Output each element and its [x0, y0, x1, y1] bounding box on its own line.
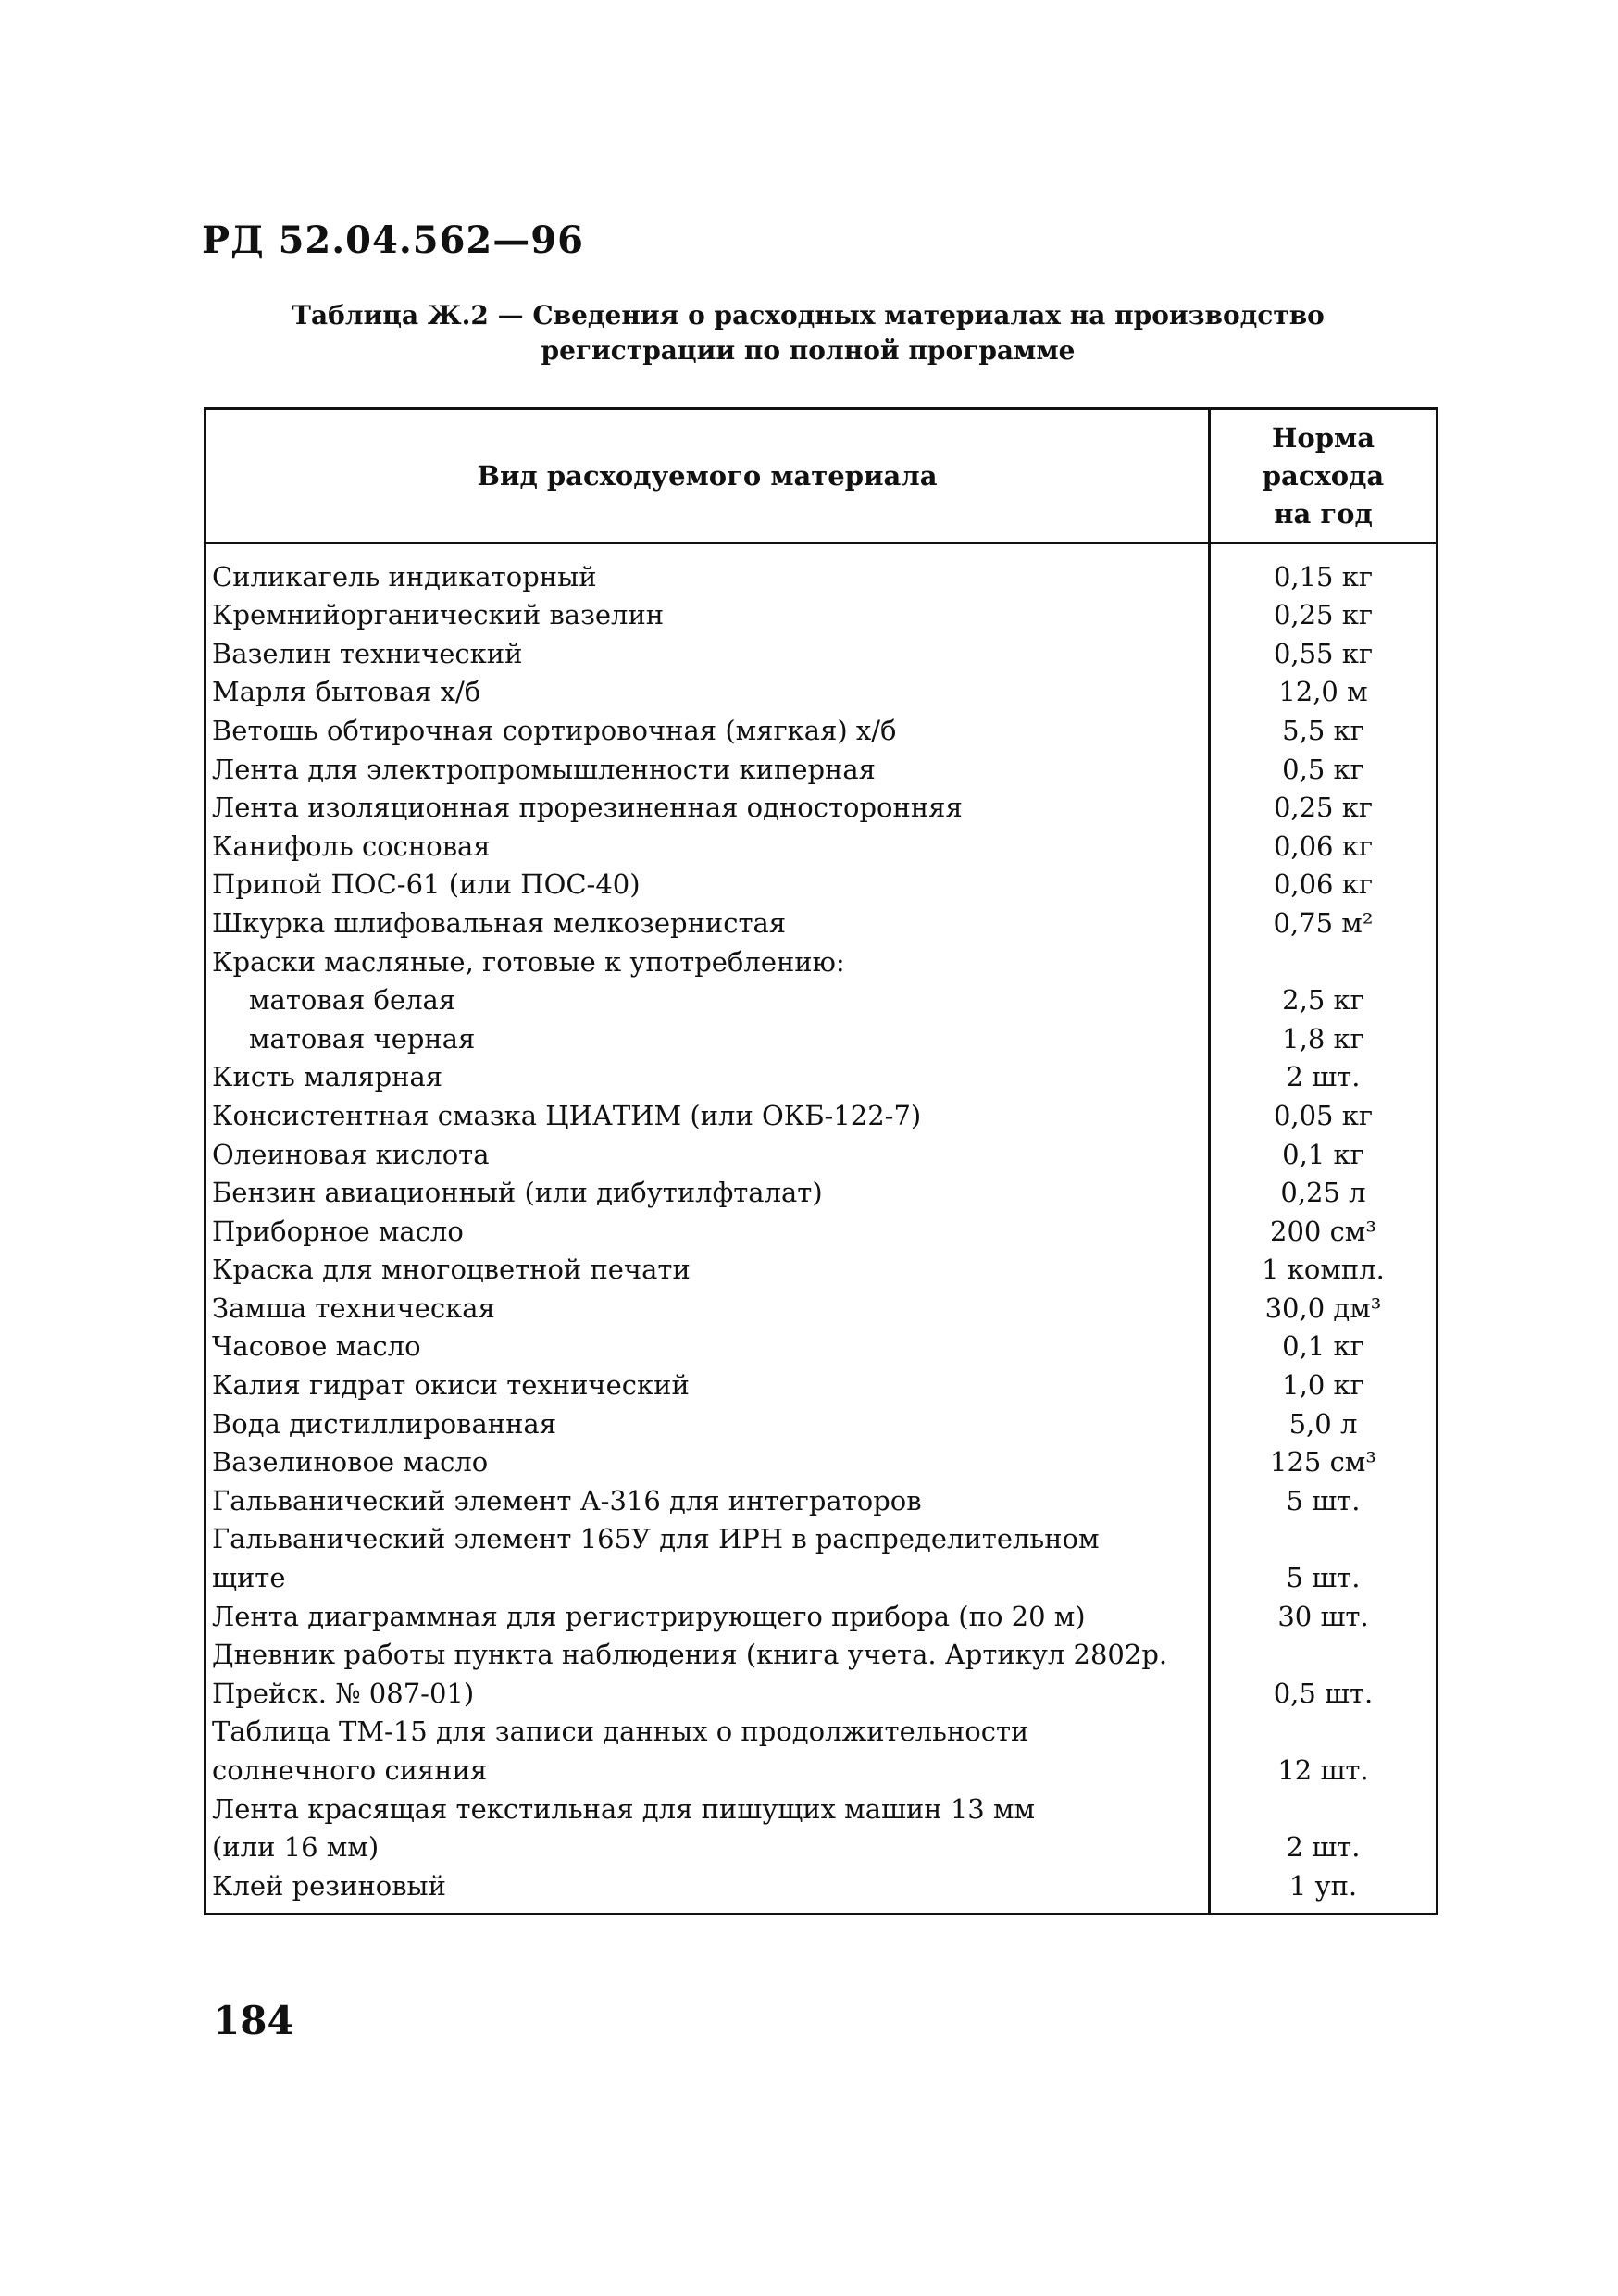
material-name: Канифоль сосновая [205, 827, 1210, 866]
table-row [205, 1790, 1438, 1828]
material-name: Кремнийорганический вазелин [205, 596, 1210, 635]
table-row [205, 1289, 1438, 1328]
document-code: РД 52.04.562—96 [202, 218, 584, 262]
table-body [205, 543, 1438, 1915]
material-norm: 0,25 л [1210, 1174, 1438, 1213]
material-norm: 1 компл. [1210, 1251, 1438, 1290]
table-row [205, 1597, 1438, 1636]
material-norm: 12 шт. [1210, 1751, 1438, 1790]
material-name: Лента для электропромышленности киперная [205, 750, 1210, 789]
table-row [205, 634, 1438, 673]
table-row [205, 789, 1438, 828]
table-row [205, 1636, 1438, 1675]
material-name: Клей резиновый [205, 1866, 1210, 1914]
column-header-norm [1210, 409, 1438, 543]
material-name: Вазелин технический [205, 634, 1210, 673]
table-row [205, 673, 1438, 712]
table-row [205, 1558, 1438, 1597]
material-name: (или 16 мм) [205, 1828, 1210, 1867]
material-name: матовая черная [205, 1019, 1210, 1058]
material-norm: 0,25 кг [1210, 596, 1438, 635]
material-name: Калия гидрат окиси технический [205, 1366, 1210, 1404]
table-row [205, 1212, 1438, 1251]
material-name: Лента изоляционная прорезиненная односторонняя [205, 789, 1210, 828]
material-name: Часовое масло [205, 1328, 1210, 1366]
material-name: Силикагель индикаторный [205, 543, 1210, 596]
material-name: Гальванический элемент А-316 для интеграторов [205, 1481, 1210, 1520]
material-name: Припой ПОС-61 (или ПОС-40) [205, 866, 1210, 905]
material-name: Шкурка шлифовальная мелкозернистая [205, 904, 1210, 942]
table-row [205, 1404, 1438, 1443]
material-norm: 5,0 л [1210, 1404, 1438, 1443]
table-row [205, 1328, 1438, 1366]
table-row [205, 1251, 1438, 1290]
table-row [205, 750, 1438, 789]
material-name: Краски масляные, готовые к употреблению: [205, 942, 1210, 981]
caption-line-2: регистрации по полной программе [541, 335, 1076, 366]
table-row [205, 711, 1438, 750]
material-norm: 200 см³ [1210, 1212, 1438, 1251]
material-norm: 0,1 кг [1210, 1328, 1438, 1366]
material-norm: 125 см³ [1210, 1443, 1438, 1482]
table-row [205, 596, 1438, 635]
material-name: матовая белая [205, 981, 1210, 1020]
table-row [205, 904, 1438, 942]
material-name: Вода дистиллированная [205, 1404, 1210, 1443]
material-norm [1210, 1790, 1438, 1828]
table-row [205, 1828, 1438, 1867]
material-name: Олеиновая кислота [205, 1135, 1210, 1174]
materials-table [204, 407, 1438, 1915]
table-row [205, 1520, 1438, 1559]
table-row [205, 1019, 1438, 1058]
table-row [205, 1174, 1438, 1213]
material-norm: 5 шт. [1210, 1481, 1438, 1520]
material-name: Замша техническая [205, 1289, 1210, 1328]
material-name: Лента красящая текстильная для пишущих машин 13 мм [205, 1790, 1210, 1828]
material-norm: 2,5 кг [1210, 981, 1438, 1020]
table-row [205, 1443, 1438, 1482]
material-norm: 1,0 кг [1210, 1366, 1438, 1404]
material-name: Прейск. № 087-01) [205, 1674, 1210, 1713]
material-norm [1210, 1636, 1438, 1675]
material-norm: 30,0 дм³ [1210, 1289, 1438, 1328]
material-norm [1210, 1520, 1438, 1559]
material-name: Таблица ТМ-15 для записи данных о продолжительности [205, 1713, 1210, 1752]
table-row [205, 1674, 1438, 1713]
material-norm: 5 шт. [1210, 1558, 1438, 1597]
norm-header-line-3: на год [1274, 497, 1373, 530]
table-row [205, 1713, 1438, 1752]
table-row [205, 1481, 1438, 1520]
material-name: Гальваничeский элемент 165У для ИРН в распределительном [205, 1520, 1210, 1559]
material-name: Вазелиновое масло [205, 1443, 1210, 1482]
material-norm: 0,55 кг [1210, 634, 1438, 673]
table-row [205, 1135, 1438, 1174]
material-norm: 0,05 кг [1210, 1096, 1438, 1135]
material-norm: 1,8 кг [1210, 1019, 1438, 1058]
material-norm [1210, 942, 1438, 981]
column-header-material: Вид расходуемого материала [205, 409, 1210, 543]
material-norm: 2 шт. [1210, 1828, 1438, 1867]
table-row [205, 827, 1438, 866]
material-name: Дневник работы пункта наблюдения (книга учета. Артикул 2802р. [205, 1636, 1210, 1675]
material-norm: 0,06 кг [1210, 866, 1438, 905]
table-row [205, 1366, 1438, 1404]
material-name: Кисть малярная [205, 1058, 1210, 1097]
material-name: Лента диаграммная для регистрирующего прибора (по 20 м) [205, 1597, 1210, 1636]
norm-header-line-2: расхода [1262, 459, 1385, 492]
caption-line-1: Таблица Ж.2 — Сведения о расходных материалах на производство [292, 300, 1325, 331]
table-row [205, 1058, 1438, 1097]
material-name: Марля бытовая х/б [205, 673, 1210, 712]
material-name: Краска для многоцветной печати [205, 1251, 1210, 1290]
material-norm: 1 уп. [1210, 1866, 1438, 1914]
norm-header-line-1: Норма [1271, 421, 1375, 454]
material-name: Консистентная смазка ЦИАТИМ (или ОКБ-122-7) [205, 1096, 1210, 1135]
material-name: солнечного сияния [205, 1751, 1210, 1790]
material-norm: 0,1 кг [1210, 1135, 1438, 1174]
page-number: 184 [213, 1998, 294, 2043]
material-norm: 0,5 кг [1210, 750, 1438, 789]
table-row [205, 942, 1438, 981]
table-row [205, 543, 1438, 596]
material-norm: 0,06 кг [1210, 827, 1438, 866]
material-norm: 5,5 кг [1210, 711, 1438, 750]
table-header-row [205, 409, 1438, 543]
material-name: Ветошь обтирочная сортировочная (мягкая) х/б [205, 711, 1210, 750]
table-row [205, 866, 1438, 905]
material-name: щите [205, 1558, 1210, 1597]
material-name: Бензин авиационный (или дибутилфталат) [205, 1174, 1210, 1213]
material-norm: 0,25 кг [1210, 789, 1438, 828]
material-norm: 12,0 м [1210, 673, 1438, 712]
material-norm [1210, 1713, 1438, 1752]
table-row [205, 1866, 1438, 1914]
material-norm: 0,5 шт. [1210, 1674, 1438, 1713]
material-norm: 0,15 кг [1210, 543, 1438, 596]
material-norm: 2 шт. [1210, 1058, 1438, 1097]
material-norm: 0,75 м² [1210, 904, 1438, 942]
table-row [205, 1096, 1438, 1135]
table-row [205, 981, 1438, 1020]
material-norm: 30 шт. [1210, 1597, 1438, 1636]
table-row [205, 1751, 1438, 1790]
table-caption [202, 298, 1414, 368]
material-name: Приборное масло [205, 1212, 1210, 1251]
